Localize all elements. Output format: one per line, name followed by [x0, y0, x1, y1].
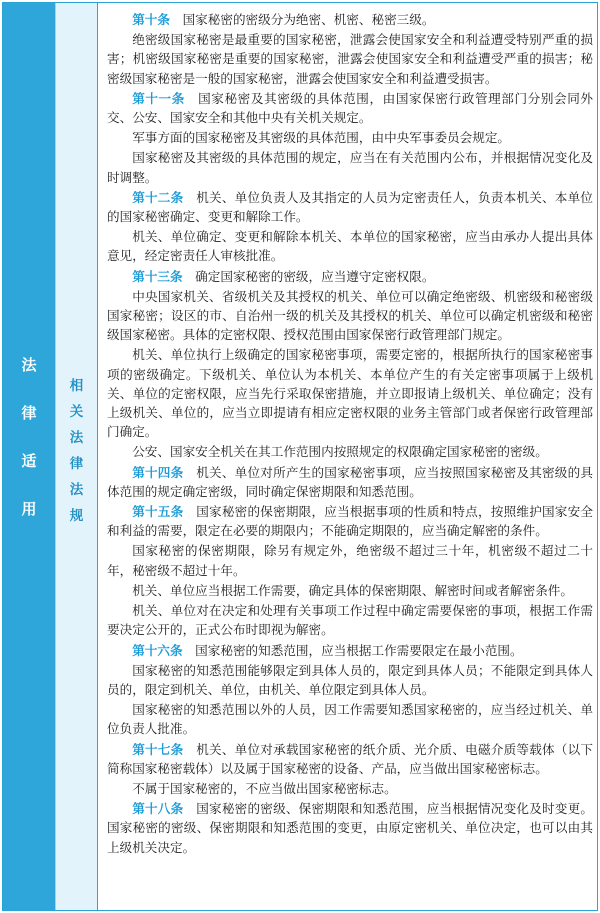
paragraph-text: 国家秘密的知悉范围以外的人员，因工作需要知悉国家秘密的，应当经过机关、单位负责人批准。 [107, 702, 593, 737]
paragraph [107, 641, 593, 660]
paragraph-text: 机关、单位对所产生的国家秘密事项，应当按照国家秘密及其密级的具体范围的规定确定密级，同时确定保密期限和知悉范围。 [107, 464, 594, 499]
category-column [3, 3, 55, 910]
article-number: 第十三条 [132, 268, 183, 284]
paragraph-text: 国家秘密及其密级的具体范围的规定，应当在有关范围内公布，并根据情况变化及时调整。 [107, 150, 593, 185]
subcategory-char: 相 [69, 378, 84, 394]
article-number: 第十二条 [132, 189, 184, 205]
paragraph-text: 机关、单位确定、变更和解除本机关、本单位的国家秘密，应当由承办人提出具体意见，经定密责任人审核批准。 [107, 229, 593, 264]
paragraph [107, 799, 593, 857]
paragraph-text: 国家秘密的保密期限，除另有规定外，绝密级不超过三十年，机密级不超过二十年，秘密级不超过十年。 [107, 543, 593, 578]
law-text-body [107, 10, 593, 858]
paragraph [107, 581, 593, 600]
subcategory-char: 规 [69, 508, 84, 524]
category-char: 适 [21, 452, 37, 470]
paragraph [107, 601, 593, 639]
paragraph [107, 227, 593, 265]
paragraph-text: 国家秘密的密级分为绝密、机密、秘密三级。 [169, 12, 435, 27]
paragraph-text: 国家秘密及其密级的具体范围，由国家保密行政管理部门分别会同外交、公安、国家安全和其他中央有关机关规定。 [107, 90, 594, 126]
article-number: 第十六条 [132, 642, 183, 658]
article-number: 第十七条 [132, 741, 184, 757]
paragraph [107, 30, 593, 88]
paragraph [107, 10, 593, 29]
paragraph-text: 国家秘密的知悉范围能够限定到具体人员的，限定到具体人员；不能限定到具体人员的，限定到机关、单位，由机关、单位限定到具体人员。 [107, 662, 593, 697]
article-number: 第十条 [132, 12, 170, 27]
paragraph-text: 不属于国家秘密的，不应当做出国家秘密标志。 [132, 780, 397, 796]
category-char: 律 [21, 404, 37, 422]
paragraph-text: 绝密级国家秘密是最重要的国家秘密，泄露会使国家安全和利益遭受特别严重的损害；机密级国家秘密是重要的国家秘密，泄露会使国家安全和利益遭受严重的损害；秘密级国家秘密是一般的国家秘密，泄露会使国家安全和利益遭受损害。 [107, 32, 593, 86]
paragraph-text: 公安、国家安全机关在其工作范围内按照规定的权限确定国家秘密的密级。 [132, 444, 548, 460]
paragraph [107, 345, 593, 441]
subcategory-label [56, 376, 97, 532]
article-number: 第十一条 [132, 90, 185, 106]
paragraph-text: 机关、单位负责人及其指定的人员为定密责任人，负责本机关、本单位的国家秘密确定、变更和解除工作。 [107, 189, 594, 225]
paragraph [107, 148, 593, 186]
paragraph-text: 中央国家机关、省级机关及其授权的机关、单位可以确定绝密级、机密级和秘密级国家秘密；设区的市、自治州一级的机关及其授权的机关、单位可以确定机密级和秘密级国家秘密。具体的定密权限、授权范围由国家保密行政管理部门规定。 [107, 288, 593, 343]
category-char: 法 [21, 356, 37, 374]
paragraph [107, 128, 593, 147]
paragraph-text: 国家秘密的密级、保密期限和知悉范围，应当根据情况变化及时变更。国家秘密的密级、保密期限和知悉范围的变更，由原定密机关、单位决定，也可以由其上级机关决定。 [107, 801, 594, 855]
subcategory-char: 法 [69, 482, 84, 498]
paragraph [107, 89, 593, 127]
paragraph [107, 188, 593, 226]
paragraph-text: 国家秘密的保密期限，应当根据事项的性质和特点，按照维护国家安全和利益的需要，限定在必要的期限内；不能确定期限的，应当确定解密的条件。 [107, 504, 594, 539]
paragraph [107, 267, 593, 286]
paragraph-text: 军事方面的国家秘密及其密级的具体范围，由中央军事委员会规定。 [132, 130, 510, 146]
paragraph-text: 机关、单位应当根据工作需要，确定具体的保密期限、解密时间或者解密条件。 [132, 582, 573, 598]
paragraph [107, 700, 593, 738]
article-number: 第十五条 [132, 504, 184, 520]
paragraph-text: 确定国家秘密的密级，应当遵守定密权限。 [182, 268, 435, 284]
paragraph [107, 463, 593, 501]
paragraph-text: 机关、单位对在决定和处理有关事项工作过程中确定需要保密的事项，根据工作需要决定公开的，正式公布时即视为解密。 [107, 603, 593, 638]
article-number: 第十八条 [132, 801, 184, 817]
subcategory-column [55, 3, 98, 910]
paragraph [107, 287, 593, 345]
paragraph [107, 661, 593, 699]
paragraph-text: 机关、单位执行上级确定的国家秘密事项，需要定密的，根据所执行的国家秘密事项的密级确定。下级机关、单位认为本机关、本单位产生的有关定密事项属于上级机关、单位的定密权限，应当先行采取保密措施，并立即报请上级机关、单位确定；没有上级机关、单位的，应当立即提请有相应定密权限的业务主管部门或者保密行政管理部门确定。 [107, 347, 593, 440]
subcategory-char: 律 [69, 456, 84, 472]
category-label [3, 355, 55, 547]
paragraph [107, 740, 593, 778]
paragraph-text: 国家秘密的知悉范围，应当根据工作需要限定在最小范围。 [182, 642, 523, 658]
paragraph [107, 541, 593, 579]
table-frame [2, 2, 598, 911]
paragraph [107, 502, 593, 540]
paragraph [107, 779, 593, 798]
subcategory-char: 关 [69, 404, 84, 420]
subcategory-char: 法 [69, 430, 84, 446]
category-char: 用 [21, 500, 37, 518]
paragraph-text: 机关、单位对承载国家秘密的纸介质、光介质、电磁介质等载体（以下简称国家秘密载体）以及属于国家秘密的设备、产品，应当做出国家秘密标志。 [107, 741, 594, 776]
paragraph [107, 442, 593, 461]
article-number: 第十四条 [132, 464, 184, 480]
